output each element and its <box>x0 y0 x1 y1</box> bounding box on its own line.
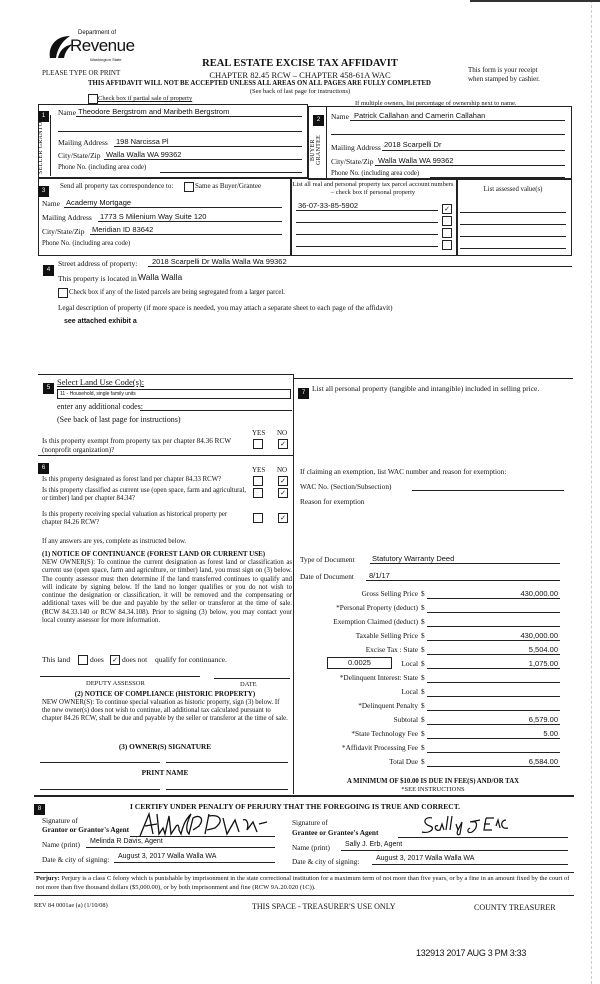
dollar-sign: $ <box>421 743 425 752</box>
dollar-sign: $ <box>421 757 425 766</box>
section-3-badge: 3 <box>38 186 49 197</box>
form-warning: THIS AFFIDAVIT WILL NOT BE ACCEPTED UNLESS ALL AREAS ON ALL PAGES ARE FULLY COMPLETED <box>88 80 431 87</box>
corr-name-field[interactable]: Academy Mortgage <box>66 198 132 207</box>
seller-grantor-label: SELLER GRANTOR <box>38 117 44 175</box>
exemption-label: If claiming an exemption, list WAC number and reason for exemption: <box>300 467 507 476</box>
legal-description-label: Legal description of property (if more space is needed, you may attach a separate sheet to each page of the affidavit) <box>58 304 393 312</box>
amount-label: *State Technology Fee <box>351 729 418 738</box>
dollar-sign: $ <box>421 589 425 598</box>
corr-city-label: City/State/Zip <box>42 227 85 236</box>
grantor-signature-icon <box>135 810 275 838</box>
exempt-no-checkbox[interactable]: ✓ <box>278 439 288 449</box>
notice-compliance-body: NEW OWNER(S): To continue special valuation as historic property, sign (3) below. If the new owner(s) does not wish to continue, all additional tax calculated pursuant to chapter 84.26 RCW, shall be due and payable by the seller or transferor at the time of sale. <box>42 699 288 722</box>
land-use-label: Select Land Use Code(s): <box>57 377 145 387</box>
gross-selling-price-field[interactable]: 430,000.00 <box>520 589 558 598</box>
exempt-yes-checkbox[interactable] <box>253 439 263 449</box>
doc-date-label: Date of Document <box>300 572 354 581</box>
form-revision: REV 84 0001ae (a) (1/10/08) <box>34 902 108 909</box>
see-back-instructions: (See back of last page for instructions) <box>57 415 181 424</box>
logo-name-text: Revenue <box>70 36 135 55</box>
corr-city-field[interactable]: Meridian ID 83642 <box>92 225 154 234</box>
amount-label: Excise Tax : State <box>365 645 418 654</box>
receipt-note-2: when stamped by cashier. <box>468 75 540 83</box>
grantor-signature[interactable] <box>135 810 275 838</box>
yes-header: YES <box>252 429 266 437</box>
amount-label: *Personal Property (deduct) <box>336 603 418 612</box>
no-header: NO <box>277 429 288 437</box>
dollar-sign: $ <box>421 617 425 626</box>
does-qualify-checkbox[interactable] <box>78 655 88 665</box>
personal-property-checkbox[interactable] <box>442 216 452 226</box>
grantor-name-field[interactable]: Melinda R Davis, Agent <box>90 838 163 845</box>
section-1-badge: 1 <box>38 111 49 122</box>
buyer-address-field[interactable]: 2018 Scarpelli Dr <box>384 140 442 149</box>
question-text: Is this property classified as current use (open space, farm and agricultural, or timber) land per chapter 84.34? <box>42 487 247 502</box>
grantee-signature-icon <box>420 812 520 836</box>
perjury-notice <box>36 875 572 892</box>
amount-label: Local <box>401 687 418 696</box>
does-not-label: does not <box>122 655 148 664</box>
excise-tax-local-field[interactable]: 1,075.00 <box>528 659 558 668</box>
does-label: does <box>90 655 104 664</box>
buyer-address-label: Mailing Address <box>331 143 381 152</box>
corr-phone-label: Phone No. (including area code) <box>42 240 131 247</box>
multiple-owners-note: If multiple owners, list percentage of ownership next to name. <box>355 100 517 107</box>
form-subtitle: CHAPTER 82.45 RCW – CHAPTER 458-61A WAC <box>209 70 391 80</box>
grantee-signature[interactable] <box>420 812 520 836</box>
local-rate-field[interactable]: 0.0025 <box>327 657 392 669</box>
excise-tax-state-field[interactable]: 5,504.00 <box>528 645 558 654</box>
seller-name-field[interactable]: Theodore Bergstrom and Maribeth Bergstrom <box>78 107 230 116</box>
treasurer-use-label: THIS SPACE - TREASURER'S USE ONLY <box>252 902 396 911</box>
reason-exemption-label: Reason for exemption <box>300 497 365 506</box>
street-address-field[interactable]: 2018 Scarpelli Dr Walla Walla Wa 99362 <box>152 257 287 266</box>
same-as-buyer-checkbox[interactable] <box>184 182 194 192</box>
minimum-due-note: A MINIMUM OF $10.00 IS DUE IN FEE(S) AND/OR TAX <box>346 778 520 785</box>
amount-label: *Affidavit Processing Fee <box>341 743 418 752</box>
corr-address-field[interactable]: 1773 S Milenium Way Suite 120 <box>100 212 207 221</box>
dollar-sign: $ <box>421 673 425 682</box>
section-6-badge: 6 <box>38 463 49 474</box>
perjury-text: Perjury is a class C felony which is punishable by imprisonment in the state correctional institution for a maximum term of not more than five years, or by a fine in an amount fixed by the court of not more than five thousand dollars ($5,000.00), or by both imprisonment and fine (RCW 9A.20.020 (1C)). <box>36 875 570 891</box>
qualify-label: qualify for continuance. <box>155 655 227 664</box>
notice-compliance-title: (2) NOTICE OF COMPLIANCE (HISTORIC PROPERTY) <box>74 690 256 698</box>
buyer-name-label: Name <box>331 112 349 121</box>
grantee-name-label: Name (print) <box>292 843 330 852</box>
grantor-sig-label: Signature of <box>42 816 78 825</box>
send-correspondence-label: Send all property tax correspondence to: <box>60 182 174 190</box>
grantor-agent-label: Grantor or Grantor's Agent <box>42 825 130 834</box>
grantor-date-field[interactable]: August 3, 2017 Walla Walla WA <box>118 853 217 860</box>
buyer-grantee-label: BUYER GRANTEE <box>310 134 322 166</box>
dollar-sign: $ <box>421 603 425 612</box>
seller-name-label: Name <box>58 108 76 117</box>
no-header: NO <box>277 466 288 474</box>
seller-city-field[interactable]: Walla Walla WA 99362 <box>106 150 182 159</box>
grantee-sig-label: Signature of <box>292 818 328 827</box>
partial-sale-label: Check box if partial sale of property <box>98 95 193 102</box>
amount-label: *Delinquent Penalty <box>358 701 418 710</box>
yes-checkbox[interactable] <box>253 513 263 523</box>
does-not-qualify-checkbox[interactable]: ✓ <box>110 655 120 665</box>
yes-checkbox[interactable] <box>253 488 263 498</box>
seller-address-label: Mailing Address <box>58 138 108 147</box>
partial-sale-checkbox[interactable] <box>88 94 98 104</box>
amount-label: Exemption Claimed (deduct) <box>333 617 418 626</box>
section-2-badge: 2 <box>313 115 324 126</box>
question-text: Is this property receiving special valuation as historical property per chapter 84.26 RCW? <box>42 511 228 526</box>
dollar-sign: $ <box>421 701 425 710</box>
personal-property-label: List all personal property (tangible and intangible) included in selling price. <box>312 384 540 393</box>
amount-label: *Delinquent Interest: State <box>339 673 418 682</box>
buyer-name-field[interactable]: Patrick Callahan and Camerin Callahan <box>354 111 486 120</box>
seller-address-field[interactable]: 198 Narcissa Pl <box>116 137 169 146</box>
grantor-date-label: Date & city of signing: <box>42 855 110 864</box>
notice-continuance-body: NEW OWNER(S): To continue the current designation as forest land or classification as current use (open space, farm and agriculture, or timber) land, you must sign on (3) below. The county assessor must then determine if the land transferred continues to qualify and will indicate by signing below. If the land no longer qualifies or you do not wish to continue the designation or classification, it will be removed and the compensating or additional taxes will be due and payable by the seller or transferor at the time of sale. (RCW 84.33.140 or RCW 84.34.108). Prior to signing (3) below, you may contact your local county assessor for more information. <box>42 559 292 625</box>
section-7-badge: 7 <box>298 388 309 399</box>
amount-label: Gross Selling Price <box>361 589 418 598</box>
seller-city-label: City/State/Zip <box>58 151 101 160</box>
grantee-agent-label: Grantee or Grantee's Agent <box>292 828 379 837</box>
scan-edge <box>470 0 600 2</box>
amount-label: Total Due <box>389 757 418 766</box>
additional-codes-label: enter any additional codes: <box>57 402 143 411</box>
assessed-header: List assessed value(s) <box>483 186 543 193</box>
wac-number-label: WAC No. (Section/Subsection) <box>300 482 392 491</box>
cashier-stamp: 132913 2017 AUG 3 PM 3:33 <box>416 948 527 958</box>
grantee-date-field[interactable]: August 3, 2017 Walla Walla WA <box>376 855 475 862</box>
located-in-field[interactable]: Walla Walla <box>138 272 183 282</box>
dollar-sign: $ <box>421 645 425 654</box>
no-checkbox[interactable]: ✓ <box>278 513 288 523</box>
total-due-field[interactable]: 6,584.00 <box>528 757 558 766</box>
doc-type-label: Type of Document <box>300 555 355 564</box>
corr-address-label: Mailing Address <box>42 213 92 222</box>
yes-header: YES <box>252 466 266 474</box>
segregated-label: Check box if any of the listed parcels are being segregated from a larger parcel. <box>69 289 285 296</box>
located-in-label: This property is located in <box>58 274 137 283</box>
seller-phone-label: Phone No. (including area code) <box>58 164 147 171</box>
state-technology-fee-field[interactable]: 5.00 <box>543 729 558 738</box>
no-checkbox[interactable]: ✓ <box>278 488 288 498</box>
print-name-label: PRINT NAME <box>141 768 189 777</box>
dollar-sign: $ <box>421 715 425 724</box>
buyer-city-field[interactable]: Walla Walla WA 99362 <box>378 156 454 165</box>
grantor-name-label: Name (print) <box>42 840 80 849</box>
logo-dept-text: Department of <box>78 30 117 36</box>
deputy-assessor-label: DEPUTY ASSESSOR <box>86 680 145 687</box>
parcel-number-field[interactable]: 36-07-33-85-5902 <box>298 201 359 210</box>
exempt-question: Is this property exempt from property tax per chapter 84.36 RCW (nonprofit organization)? <box>42 437 231 454</box>
perjury-label: Perjury: <box>36 875 60 882</box>
page-edge <box>591 0 593 984</box>
form-title: REAL ESTATE EXCISE TAX AFFIDAVIT <box>202 58 398 69</box>
doc-date-field[interactable]: 8/1/17 <box>369 571 390 580</box>
section-5-badge: 5 <box>43 383 54 394</box>
grantee-date-label: Date & city of signing: <box>292 857 360 866</box>
notice-continuance-title: (1) NOTICE OF CONTINUANCE (FOREST LAND OR CURRENT USE) <box>42 550 266 558</box>
segregated-checkbox[interactable] <box>58 288 68 298</box>
if-yes-note: If any answers are yes, complete as instructed below. <box>42 538 187 545</box>
no-checkbox[interactable]: ✓ <box>278 476 288 486</box>
street-address-label: Street address of property: <box>58 259 138 268</box>
owner-signature-label: (3) OWNER(S) SIGNATURE <box>118 742 212 751</box>
amount-label: Taxable Selling Price <box>355 631 418 640</box>
section-8-badge: 8 <box>34 804 45 815</box>
corr-name-label: Name <box>42 199 60 208</box>
grantee-name-field[interactable]: Sally J. Erb, Agent <box>345 841 403 848</box>
buyer-phone-label: Phone No. (including area code) <box>331 170 420 177</box>
dollar-sign: $ <box>421 659 425 668</box>
dollar-sign: $ <box>421 631 425 640</box>
same-as-buyer-label: Same as Buyer/Grantee <box>195 182 262 190</box>
legal-description-field[interactable]: see attached exhibit a <box>64 318 137 325</box>
certify-statement: I CERTIFY UNDER PENALTY OF PERJURY THAT THE FOREGOING IS TRUE AND CORRECT. <box>130 802 461 811</box>
deputy-date-label: DATE <box>240 681 257 688</box>
yes-checkbox[interactable] <box>253 476 263 486</box>
question-text: Is this property designated as forest land per chapter 84.33 RCW? <box>42 476 222 483</box>
logo-state-text: Washington State <box>90 57 122 62</box>
personal-property-checkbox[interactable] <box>442 228 452 238</box>
doc-type-field[interactable]: Statutory Warranty Deed <box>372 554 455 563</box>
see-back-note: (See back of last page for instructions) <box>249 88 351 95</box>
personal-property-checkbox[interactable] <box>442 240 452 250</box>
please-type-note: PLEASE TYPE OR PRINT <box>42 69 121 77</box>
amount-label: Subtotal <box>393 715 418 724</box>
dollar-sign: $ <box>421 729 425 738</box>
parcels-header: List all real and personal property tax parcel account numbers – check box if personal property <box>292 181 454 196</box>
land-use-code-select[interactable]: 11 - Household, single family units <box>57 389 291 399</box>
buyer-city-label: City/State/Zip <box>331 157 374 166</box>
section-4-badge: 4 <box>43 265 54 276</box>
receipt-note: This form is your receipt <box>468 66 538 74</box>
taxable-selling-price-field[interactable]: 430,000.00 <box>520 631 558 640</box>
dollar-sign: $ <box>421 687 425 696</box>
subtotal-field[interactable]: 6,579.00 <box>528 715 558 724</box>
this-land-label: This land <box>42 655 71 664</box>
see-instructions-note: *SEE INSTRUCTIONS <box>401 786 465 793</box>
amount-label: Local <box>401 659 418 668</box>
county-treasurer-label: COUNTY TREASURER <box>474 903 556 912</box>
personal-property-checkbox[interactable]: ✓ <box>442 204 452 214</box>
